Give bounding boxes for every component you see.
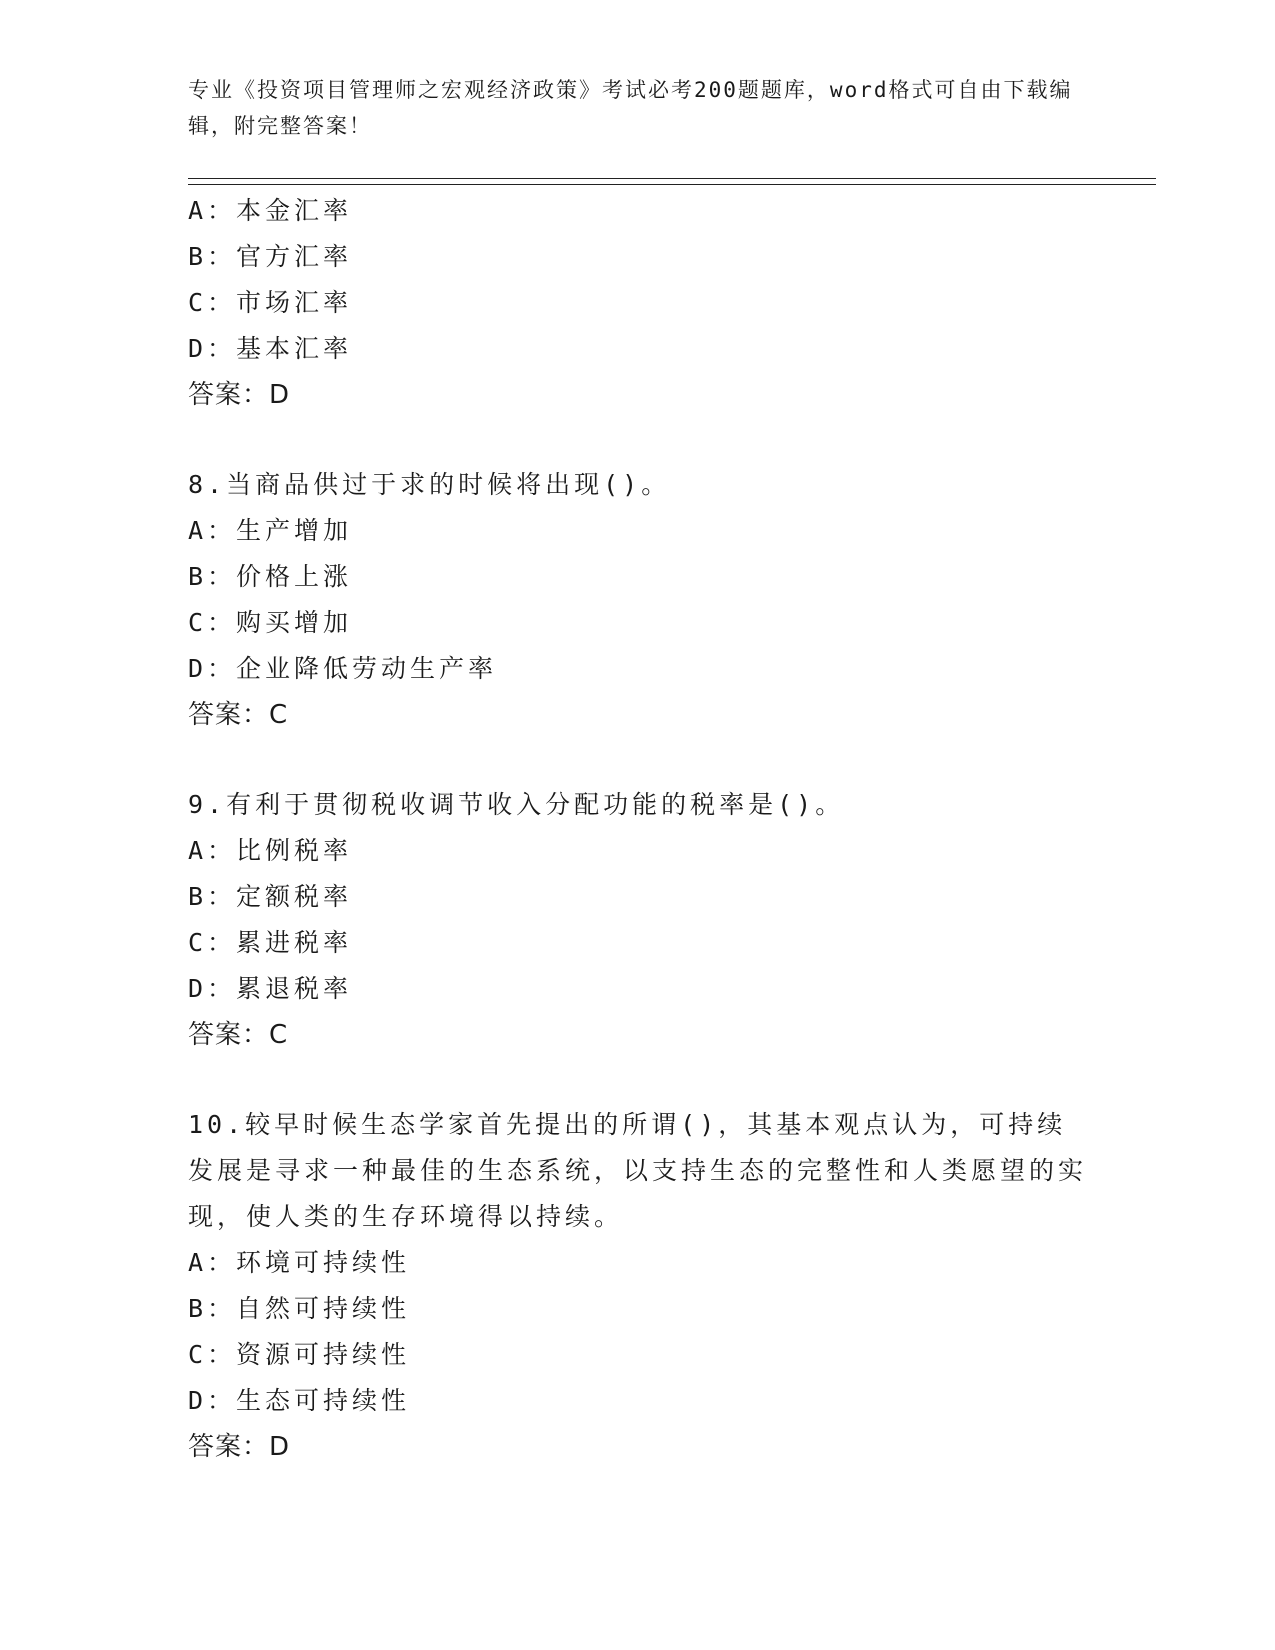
question-list <box>188 188 1088 1470</box>
answer: 答案：D <box>188 380 291 410</box>
option-c: C：资源可持续性 <box>188 1340 411 1369</box>
answer: 答案：C <box>188 700 289 730</box>
document-header: 专业《投资项目管理师之宏观经济政策》考试必考200题题库，word格式可自由下载编辑，附完整答案！ <box>188 78 1073 138</box>
option-a: A：生产增加 <box>188 516 353 545</box>
option-a: A：本金汇率 <box>188 196 353 225</box>
question-7-continued <box>188 188 1088 418</box>
spacer <box>188 418 1088 462</box>
answer: 答案：C <box>188 1020 289 1050</box>
option-c: C：市场汇率 <box>188 288 353 317</box>
question-10 <box>188 1102 1088 1470</box>
option-d: D：基本汇率 <box>188 334 353 363</box>
question-stem: 9.有利于贯彻税收调节收入分配功能的税率是()。 <box>188 790 845 819</box>
question-stem: 10.较早时候生态学家首先提出的所谓()，其基本观点认为，可持续发展是寻求一种最佳的生态系统，以支持生态的完整性和人类愿望的实现，使人类的生存环境得以持续。 <box>188 1110 1088 1231</box>
answer: 答案：D <box>188 1432 291 1462</box>
option-b: B：价格上涨 <box>188 562 353 591</box>
option-b: B：自然可持续性 <box>188 1294 411 1323</box>
option-d: D：生态可持续性 <box>188 1386 411 1415</box>
option-d: D：企业降低劳动生产率 <box>188 654 498 683</box>
spacer <box>188 1058 1088 1102</box>
option-a: A：比例税率 <box>188 836 353 865</box>
option-c: C：累进税率 <box>188 928 353 957</box>
option-b: B：官方汇率 <box>188 242 353 271</box>
option-a: A：环境可持续性 <box>188 1248 411 1277</box>
option-d: D：累退税率 <box>188 974 353 1003</box>
header-divider <box>188 178 1156 185</box>
spacer <box>188 738 1088 782</box>
question-9 <box>188 782 1088 1058</box>
question-stem: 8.当商品供过于求的时候将出现()。 <box>188 470 671 499</box>
option-c: C：购买增加 <box>188 608 353 637</box>
question-8 <box>188 462 1088 738</box>
option-b: B：定额税率 <box>188 882 353 911</box>
